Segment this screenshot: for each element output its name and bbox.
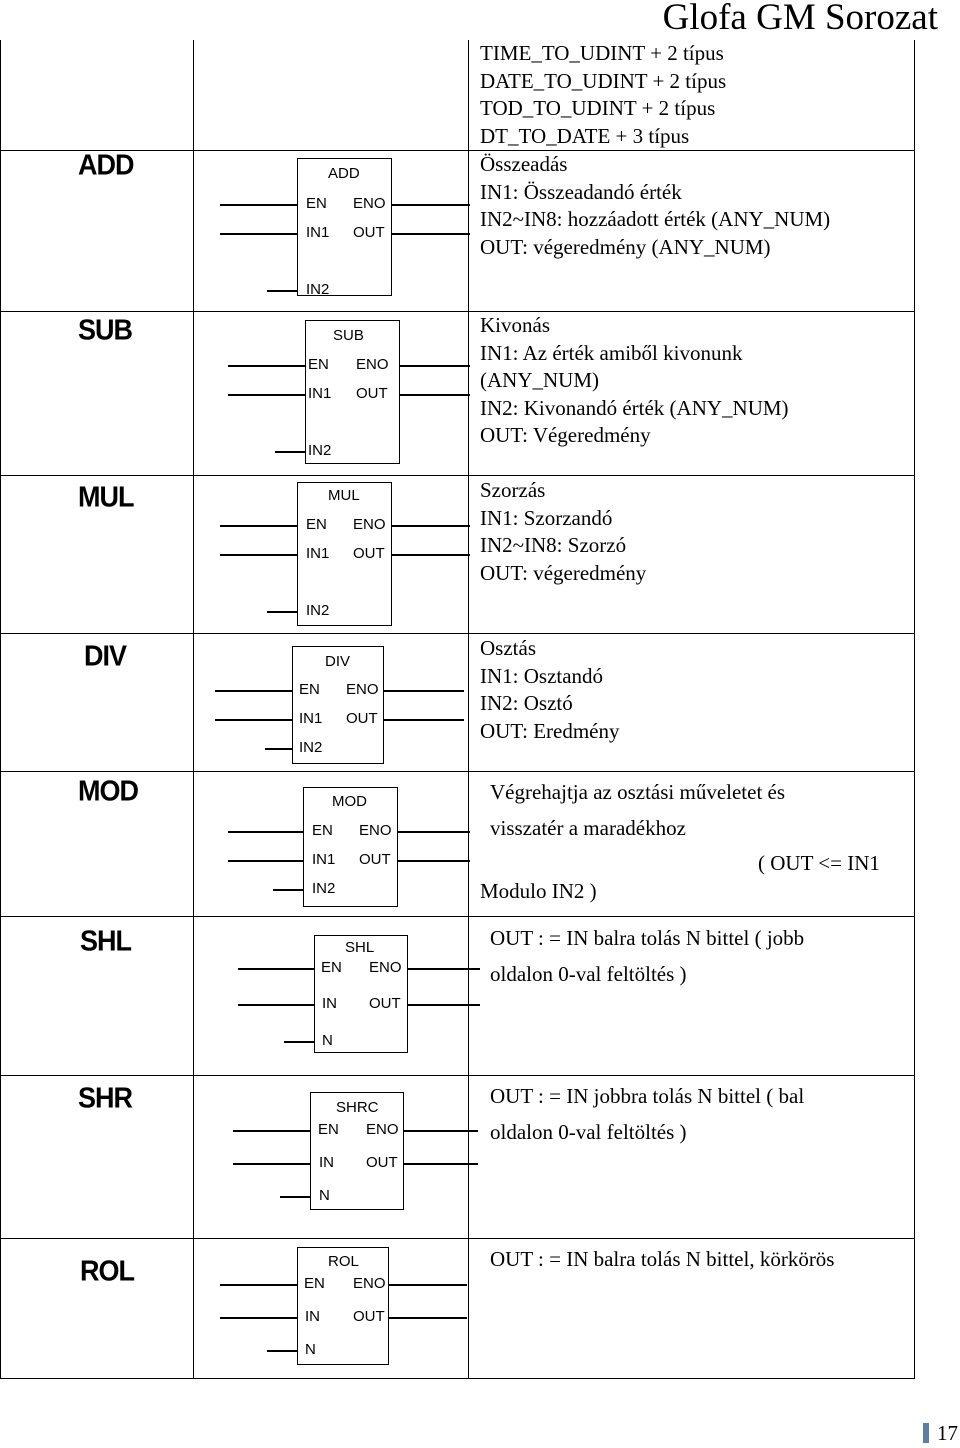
block-pin-en: EN bbox=[299, 681, 320, 698]
document-header-title: Glofa GM Sorozat bbox=[662, 0, 938, 38]
description-mod-cont bbox=[758, 850, 880, 878]
description-sub bbox=[480, 312, 789, 450]
function-name-rol: ROL bbox=[80, 1255, 134, 1287]
block-title: ADD bbox=[328, 165, 360, 182]
description-line: IN1: Szorzandó bbox=[480, 505, 613, 530]
block-pin-in2: IN2 bbox=[299, 739, 323, 756]
description-line: oldalon 0-val feltöltés ) bbox=[490, 962, 687, 986]
wire-out bbox=[408, 1004, 480, 1006]
description-line: OUT: végeredmény bbox=[480, 560, 647, 585]
block-pin-in: IN bbox=[322, 995, 337, 1012]
wire-in1 bbox=[220, 233, 297, 235]
description-div bbox=[480, 635, 620, 745]
description-line: oldalon 0-val feltöltés ) bbox=[490, 1120, 687, 1144]
row-divider bbox=[0, 771, 915, 772]
block-pin-out: OUT bbox=[353, 545, 385, 562]
wire-in2 bbox=[267, 611, 297, 613]
wire-en bbox=[233, 1130, 310, 1132]
block-pin-out: OUT bbox=[356, 385, 388, 402]
description-line: IN1: Az érték amiből kivonunk bbox=[480, 340, 743, 365]
intro-line: DT_TO_DATE + 3 típus bbox=[480, 123, 690, 148]
wire-out bbox=[392, 554, 470, 556]
function-name-shr: SHR bbox=[78, 1082, 133, 1114]
wire-out bbox=[400, 394, 470, 396]
description-line: IN1: Összeadandó érték bbox=[480, 179, 682, 204]
wire-n bbox=[284, 1041, 314, 1043]
description-line: OUT : = IN balra tolás N bittel ( jobb bbox=[490, 926, 805, 950]
wire-in bbox=[220, 1317, 297, 1319]
block-pin-in2: IN2 bbox=[306, 602, 330, 619]
function-name-shl: SHL bbox=[80, 925, 131, 957]
block-title: SUB bbox=[333, 327, 364, 344]
block-pin-en: EN bbox=[304, 1275, 325, 1292]
description-line: Kivonás bbox=[480, 313, 550, 337]
description-line: Osztás bbox=[480, 636, 536, 660]
block-pin-en: EN bbox=[318, 1121, 339, 1138]
block-pin-out: OUT bbox=[369, 995, 401, 1012]
wire-in2 bbox=[273, 889, 303, 891]
function-name-div: DIV bbox=[84, 640, 127, 672]
description-line: visszatér a maradékhoz bbox=[490, 816, 686, 840]
description-line: IN2: Kivonandó érték (ANY_NUM) bbox=[480, 395, 789, 420]
block-pin-en: EN bbox=[308, 356, 329, 373]
description-line: IN2~IN8: Szorzó bbox=[480, 533, 627, 557]
description-line: Szorzás bbox=[480, 478, 546, 502]
block-pin-eno: ENO bbox=[353, 195, 386, 212]
block-pin-in2: IN2 bbox=[312, 880, 336, 897]
wire-eno bbox=[389, 1284, 467, 1286]
wire-eno bbox=[398, 831, 470, 833]
block-pin-en: EN bbox=[306, 516, 327, 533]
wire-eno bbox=[404, 1130, 478, 1132]
block-pin-eno: ENO bbox=[346, 681, 379, 698]
description-mod-cont bbox=[480, 878, 597, 906]
block-pin-in1: IN1 bbox=[306, 224, 330, 241]
description-line: IN2~IN8: hozzáadott érték (ANY_NUM) bbox=[480, 207, 831, 231]
wire-n bbox=[280, 1196, 310, 1198]
wire-eno bbox=[400, 365, 470, 367]
description-line: IN2: Osztó bbox=[480, 691, 573, 715]
block-title: DIV bbox=[325, 653, 351, 670]
row-divider bbox=[0, 475, 915, 476]
function-name-mul: MUL bbox=[78, 481, 134, 513]
block-title: ROL bbox=[328, 1253, 359, 1270]
wire-in2 bbox=[265, 748, 292, 750]
wire-eno bbox=[392, 204, 470, 206]
row-divider bbox=[0, 1075, 915, 1076]
block-pin-en: EN bbox=[312, 822, 333, 839]
block-pin-eno: ENO bbox=[359, 822, 392, 839]
table-col-divider-2 bbox=[468, 40, 469, 1379]
wire-eno bbox=[408, 968, 480, 970]
page-number-marker bbox=[923, 1423, 929, 1443]
block-pin-eno: ENO bbox=[366, 1121, 399, 1138]
wire-eno bbox=[384, 690, 464, 692]
block-pin-eno: ENO bbox=[369, 959, 402, 976]
block-pin-out: OUT bbox=[359, 851, 391, 868]
description-line: OUT: végeredmény (ANY_NUM) bbox=[480, 234, 771, 259]
row-divider bbox=[0, 633, 915, 634]
wire-out bbox=[389, 1317, 467, 1319]
description-line: Modulo IN2 ) bbox=[480, 879, 597, 903]
block-pin-in1: IN1 bbox=[299, 710, 323, 727]
block-pin-n: N bbox=[322, 1032, 333, 1049]
description-line: ( OUT <= IN1 bbox=[758, 851, 880, 875]
wire-en bbox=[228, 831, 303, 833]
wire-out bbox=[404, 1163, 478, 1165]
block-pin-in2: IN2 bbox=[306, 281, 330, 298]
description-line: OUT: Eredmény bbox=[480, 718, 620, 743]
block-pin-in1: IN1 bbox=[306, 545, 330, 562]
description-line: Összeadás bbox=[480, 152, 568, 176]
block-pin-n: N bbox=[305, 1341, 316, 1358]
description-shl bbox=[490, 920, 804, 992]
block-pin-out: OUT bbox=[353, 224, 385, 241]
description-line: OUT: Végeredmény bbox=[480, 423, 651, 447]
description-mod bbox=[490, 774, 785, 846]
description-line: OUT : = IN jobbra tolás N bittel ( bal bbox=[490, 1084, 805, 1108]
block-title: MUL bbox=[328, 487, 360, 504]
block-pin-in: IN bbox=[319, 1154, 334, 1171]
description-add bbox=[480, 151, 830, 261]
wire-in1 bbox=[228, 860, 303, 862]
block-pin-out: OUT bbox=[346, 710, 378, 727]
block-title: MOD bbox=[332, 793, 367, 810]
wire-eno bbox=[392, 525, 470, 527]
wire-in bbox=[233, 1163, 310, 1165]
block-pin-in: IN bbox=[305, 1308, 320, 1325]
wire-out bbox=[392, 233, 470, 235]
description-line: (ANY_NUM) bbox=[480, 368, 599, 392]
function-name-mod: MOD bbox=[78, 775, 138, 807]
description-rol bbox=[490, 1241, 834, 1277]
intro-line: TOD_TO_UDINT + 2 típus bbox=[480, 96, 716, 120]
wire-out bbox=[398, 860, 470, 862]
wire-en bbox=[238, 968, 314, 970]
description-mul bbox=[480, 477, 646, 587]
table-bottom-border bbox=[0, 1378, 915, 1379]
block-pin-in1: IN1 bbox=[312, 851, 336, 868]
block-pin-in2: IN2 bbox=[308, 442, 332, 459]
wire-in1 bbox=[215, 719, 292, 721]
wire-in1 bbox=[228, 394, 305, 396]
intro-line: TIME_TO_UDINT + 2 típus bbox=[480, 41, 724, 65]
table-left-border bbox=[0, 40, 1, 1379]
wire-en bbox=[220, 1284, 297, 1286]
block-title: SHRC bbox=[336, 1099, 379, 1116]
wire-en bbox=[220, 204, 297, 206]
wire-n bbox=[267, 1350, 297, 1352]
block-pin-out: OUT bbox=[353, 1308, 385, 1325]
row-divider bbox=[0, 1238, 915, 1239]
function-name-sub: SUB bbox=[78, 314, 133, 346]
block-pin-out: OUT bbox=[366, 1154, 398, 1171]
description-shr bbox=[490, 1078, 804, 1150]
wire-en bbox=[220, 525, 297, 527]
block-title: SHL bbox=[345, 939, 375, 956]
block-pin-en: EN bbox=[306, 195, 327, 212]
row-divider bbox=[0, 916, 915, 917]
wire-en bbox=[215, 690, 292, 692]
block-pin-en: EN bbox=[321, 959, 342, 976]
block-pin-n: N bbox=[319, 1187, 330, 1204]
wire-in2 bbox=[275, 451, 305, 453]
description-line: OUT : = IN balra tolás N bittel, körkörös bbox=[490, 1247, 835, 1271]
block-pin-eno: ENO bbox=[353, 516, 386, 533]
wire-in2 bbox=[267, 290, 297, 292]
intro-text bbox=[480, 40, 726, 150]
table-col-divider-1 bbox=[193, 40, 194, 1379]
wire-in bbox=[238, 1004, 314, 1006]
table-right-border bbox=[914, 40, 915, 1379]
wire-in1 bbox=[220, 554, 297, 556]
description-line: Végrehajtja az osztási műveletet és bbox=[490, 780, 786, 804]
block-pin-in1: IN1 bbox=[308, 385, 332, 402]
description-line: IN1: Osztandó bbox=[480, 663, 604, 688]
block-pin-eno: ENO bbox=[356, 356, 389, 373]
intro-line: DATE_TO_UDINT + 2 típus bbox=[480, 68, 727, 93]
page-number: 17 bbox=[937, 1421, 958, 1445]
wire-out bbox=[384, 719, 464, 721]
wire-en bbox=[228, 365, 305, 367]
block-pin-eno: ENO bbox=[353, 1275, 386, 1292]
function-name-add: ADD bbox=[78, 149, 134, 181]
